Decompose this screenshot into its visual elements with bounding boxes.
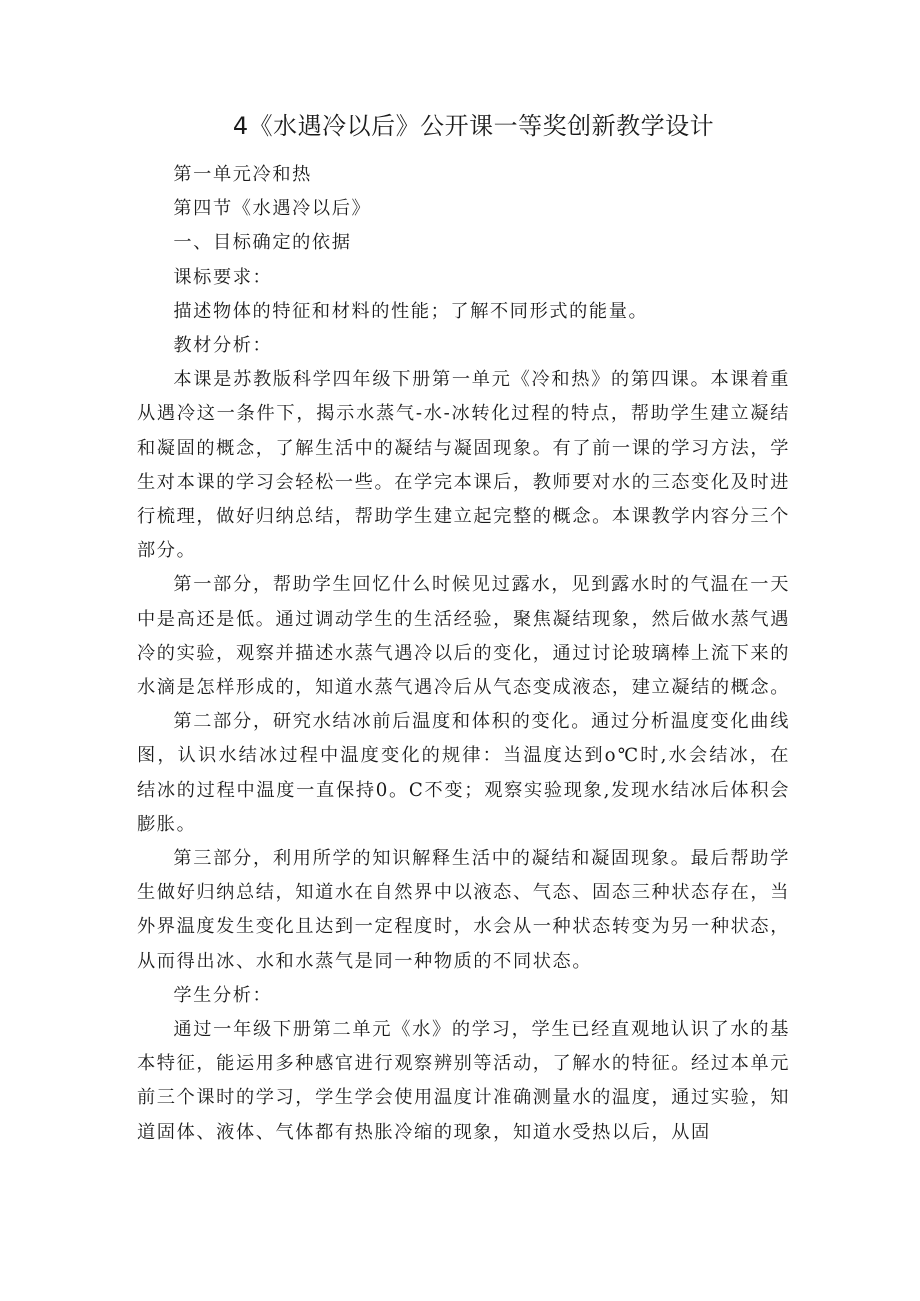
- part-two-text: 第二部分，研究水结冰前后温度和体积的变化。通过分析温度变化曲线图，认识水结冰过程中温度变化的规律：当温度达到o℃时,水会结冰，在结冰的过程中温度一直保持0。C不变；观察实验现象,发现水结冰后体积会膨胀。: [137, 711, 790, 835]
- textbook-analysis-label: 教材分析：: [173, 335, 273, 357]
- section-heading: 第四节《水遇冷以后》: [173, 198, 372, 220]
- part-one-text: 第一部分，帮助学生回忆什么时候见过露水，见到露水时的气温在一天中是高还是低。通过调动学生的生活经验，聚焦凝结现象，然后做水蒸气遇冷的实验，观察并描述水蒸气遇冷以后的变化，通过讨论玻璃棒上流下来的水滴是怎样形成的，知道水蒸气遇冷后从气态变成液态，建立凝结的概念。: [137, 574, 790, 699]
- part-heading: 一、目标确定的依据: [173, 232, 352, 254]
- document-title: 4《水遇冷以后》公开课一等奖创新教学设计: [232, 112, 715, 140]
- student-analysis-text: 通过一年级下册第二单元《水》的学习，学生已经直观地认识了水的基本特征，能运用多种感官进行观察辨别等活动，了解水的特征。经过本单元前三个课时的学习，学生学会使用温度计准确测量水的温度，通过实验，知道固体、液体、气体都有热胀冷缩的现象，知道水受热以后，从固: [137, 1019, 790, 1143]
- curriculum-label: 课标要求：: [173, 266, 273, 288]
- student-analysis-label: 学生分析：: [173, 984, 273, 1006]
- curriculum-text: 描述物体的特征和材料的性能；了解不同形式的能量。: [173, 300, 649, 322]
- textbook-analysis-text: 本课是苏教版科学四年级下册第一单元《冷和热》的第四课。本课着重从遇冷这一条件下，揭示水蒸气-水-冰转化过程的特点，帮助学生建立凝结和凝固的概念，了解生活中的凝结与凝固现象。有了前一课的学习方法，学生对本课的学习会轻松一些。在学完本课后，教师要对水的三态变化及时进行梳理，做好归纳总结，帮助学生建立起完整的概念。本课教学内容分三个部分。: [137, 369, 790, 562]
- part-three-text: 第三部分，利用所学的知识解释生活中的凝结和凝固现象。最后帮助学生做好归纳总结，知道水在自然界中以液态、气态、固态三种状态存在，当外界温度发生变化且达到一定程度时，水会从一种状态转变为另一种状态，从而得出冰、水和水蒸气是同一种物质的不同状态。: [137, 848, 790, 972]
- unit-heading: 第一单元冷和热: [173, 164, 312, 185]
